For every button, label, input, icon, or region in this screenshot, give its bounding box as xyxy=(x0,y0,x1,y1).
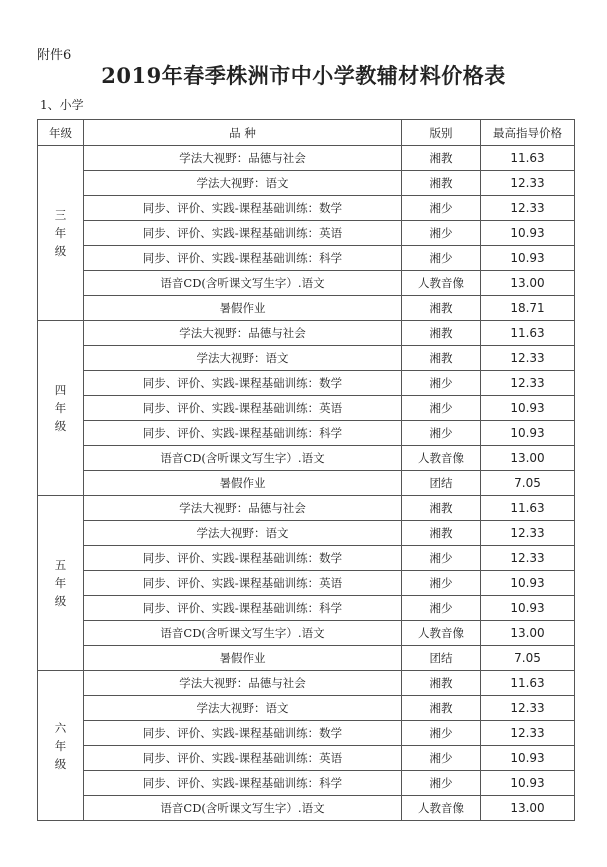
publisher-cell: 湘教 xyxy=(402,496,481,521)
table-row xyxy=(38,521,575,546)
table-row xyxy=(38,171,575,196)
price-cell: 12.33 xyxy=(481,546,575,571)
table-row xyxy=(38,196,575,221)
table-row xyxy=(38,321,575,346)
item-cell: 学法大视野：品德与社会 xyxy=(84,496,402,521)
item-cell: 同步、评价、实践-课程基础训练：英语 xyxy=(84,396,402,421)
price-cell: 13.00 xyxy=(481,621,575,646)
publisher-cell: 湘教 xyxy=(402,521,481,546)
price-cell: 11.63 xyxy=(481,321,575,346)
price-cell: 10.93 xyxy=(481,746,575,771)
publisher-cell: 湘少 xyxy=(402,721,481,746)
price-cell: 7.05 xyxy=(481,471,575,496)
table-row xyxy=(38,621,575,646)
publisher-cell: 湘教 xyxy=(402,146,481,171)
table-row xyxy=(38,246,575,271)
publisher-cell: 湘教 xyxy=(402,346,481,371)
price-cell: 18.71 xyxy=(481,296,575,321)
price-cell: 12.33 xyxy=(481,721,575,746)
publisher-cell: 湘少 xyxy=(402,746,481,771)
publisher-cell: 湘少 xyxy=(402,546,481,571)
item-cell: 同步、评价、实践-课程基础训练：科学 xyxy=(84,246,402,271)
table-row xyxy=(38,696,575,721)
price-cell: 12.33 xyxy=(481,196,575,221)
item-cell: 同步、评价、实践-课程基础训练：英语 xyxy=(84,221,402,246)
item-cell: 学法大视野：品德与社会 xyxy=(84,671,402,696)
publisher-cell: 湘少 xyxy=(402,246,481,271)
table-row xyxy=(38,596,575,621)
publisher-cell: 湘少 xyxy=(402,771,481,796)
table-row xyxy=(38,671,575,696)
item-cell: 学法大视野：品德与社会 xyxy=(84,321,402,346)
price-cell: 13.00 xyxy=(481,446,575,471)
publisher-cell: 湘少 xyxy=(402,421,481,446)
price-cell: 11.63 xyxy=(481,671,575,696)
attachment-label: 附件6 xyxy=(37,48,72,63)
price-cell: 12.33 xyxy=(481,346,575,371)
item-cell: 语音CD(含听课文写生字）.语文 xyxy=(84,271,402,296)
price-cell: 13.00 xyxy=(481,271,575,296)
price-cell: 11.63 xyxy=(481,146,575,171)
publisher-cell: 湘教 xyxy=(402,671,481,696)
publisher-cell: 团结 xyxy=(402,471,481,496)
item-cell: 学法大视野：语文 xyxy=(84,696,402,721)
item-cell: 暑假作业 xyxy=(84,296,402,321)
publisher-cell: 湘教 xyxy=(402,321,481,346)
item-cell: 语音CD(含听课文写生字）.语文 xyxy=(84,796,402,821)
table-row xyxy=(38,496,575,521)
table-row xyxy=(38,296,575,321)
header-publisher: 版别 xyxy=(402,120,481,146)
item-cell: 语音CD(含听课文写生字）.语文 xyxy=(84,621,402,646)
item-cell: 同步、评价、实践-课程基础训练：英语 xyxy=(84,746,402,771)
item-cell: 同步、评价、实践-课程基础训练：科学 xyxy=(84,596,402,621)
price-cell: 10.93 xyxy=(481,421,575,446)
header-price: 最高指导价格 xyxy=(481,120,575,146)
item-cell: 暑假作业 xyxy=(84,646,402,671)
publisher-cell: 湘少 xyxy=(402,571,481,596)
price-cell: 11.63 xyxy=(481,496,575,521)
grade-cell: 四 年 级 xyxy=(38,321,84,496)
price-cell: 12.33 xyxy=(481,521,575,546)
publisher-cell: 湘少 xyxy=(402,371,481,396)
table-row xyxy=(38,471,575,496)
table-row xyxy=(38,771,575,796)
section-heading: 1、小学 xyxy=(40,98,84,112)
price-table xyxy=(37,119,575,821)
item-cell: 语音CD(含听课文写生字）.语文 xyxy=(84,446,402,471)
item-cell: 同步、评价、实践-课程基础训练：数学 xyxy=(84,371,402,396)
publisher-cell: 人教音像 xyxy=(402,271,481,296)
publisher-cell: 团结 xyxy=(402,646,481,671)
table-row xyxy=(38,571,575,596)
table-row xyxy=(38,646,575,671)
header-grade: 年级 xyxy=(38,120,84,146)
header-item: 品 种 xyxy=(84,120,402,146)
table-row xyxy=(38,721,575,746)
publisher-cell: 湘少 xyxy=(402,596,481,621)
price-cell: 12.33 xyxy=(481,371,575,396)
publisher-cell: 湘教 xyxy=(402,171,481,196)
price-cell: 7.05 xyxy=(481,646,575,671)
price-cell: 13.00 xyxy=(481,796,575,821)
item-cell: 同步、评价、实践-课程基础训练：科学 xyxy=(84,421,402,446)
item-cell: 暑假作业 xyxy=(84,471,402,496)
table-row xyxy=(38,446,575,471)
price-cell: 10.93 xyxy=(481,246,575,271)
item-cell: 学法大视野：语文 xyxy=(84,521,402,546)
table-row xyxy=(38,271,575,296)
item-cell: 学法大视野：语文 xyxy=(84,171,402,196)
table-row xyxy=(38,146,575,171)
item-cell: 同步、评价、实践-课程基础训练：英语 xyxy=(84,571,402,596)
publisher-cell: 湘少 xyxy=(402,221,481,246)
table-row xyxy=(38,346,575,371)
publisher-cell: 湘教 xyxy=(402,696,481,721)
table-row xyxy=(38,396,575,421)
item-cell: 学法大视野：品德与社会 xyxy=(84,146,402,171)
header-row xyxy=(38,120,575,146)
item-cell: 同步、评价、实践-课程基础训练：数学 xyxy=(84,721,402,746)
document-title: 2019年春季株洲市中小学教辅材料价格表 xyxy=(101,63,506,88)
price-cell: 12.33 xyxy=(481,696,575,721)
table-row xyxy=(38,546,575,571)
table-body xyxy=(38,146,575,821)
item-cell: 学法大视野：语文 xyxy=(84,346,402,371)
grade-cell: 六 年 级 xyxy=(38,671,84,821)
table-row xyxy=(38,371,575,396)
publisher-cell: 人教音像 xyxy=(402,796,481,821)
grade-cell: 三 年 级 xyxy=(38,146,84,321)
item-cell: 同步、评价、实践-课程基础训练：科学 xyxy=(84,771,402,796)
table-row xyxy=(38,421,575,446)
price-cell: 12.33 xyxy=(481,171,575,196)
table-row xyxy=(38,796,575,821)
table-row xyxy=(38,746,575,771)
publisher-cell: 湘教 xyxy=(402,296,481,321)
publisher-cell: 人教音像 xyxy=(402,446,481,471)
publisher-cell: 人教音像 xyxy=(402,621,481,646)
grade-cell: 五 年 级 xyxy=(38,496,84,671)
price-cell: 10.93 xyxy=(481,771,575,796)
price-cell: 10.93 xyxy=(481,396,575,421)
price-cell: 10.93 xyxy=(481,221,575,246)
item-cell: 同步、评价、实践-课程基础训练：数学 xyxy=(84,196,402,221)
publisher-cell: 湘少 xyxy=(402,396,481,421)
table-row xyxy=(38,221,575,246)
item-cell: 同步、评价、实践-课程基础训练：数学 xyxy=(84,546,402,571)
price-cell: 10.93 xyxy=(481,596,575,621)
price-cell: 10.93 xyxy=(481,571,575,596)
publisher-cell: 湘少 xyxy=(402,196,481,221)
